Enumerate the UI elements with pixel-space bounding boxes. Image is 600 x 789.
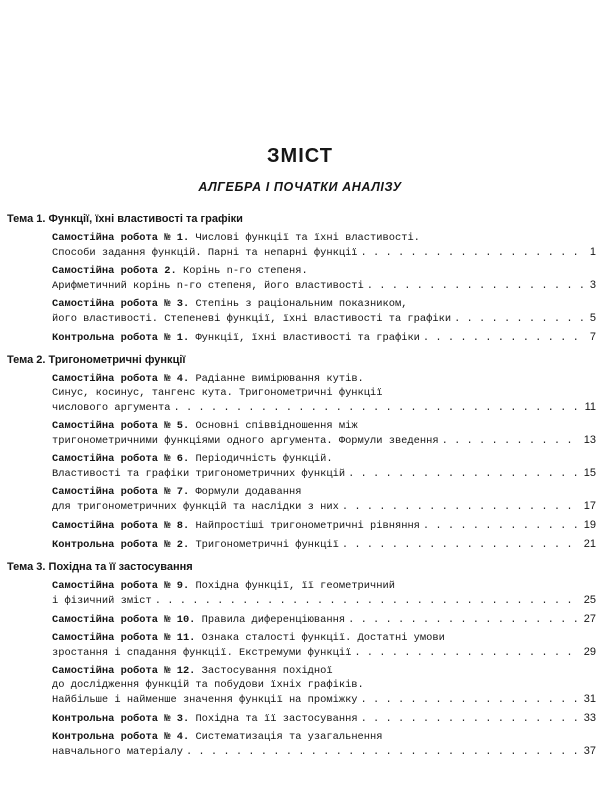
toc-topic <box>0 353 600 552</box>
toc-entry[interactable] <box>52 485 596 514</box>
toc-entry-line <box>52 518 596 533</box>
dot-leader <box>354 646 580 660</box>
entry-text: Систематизація та узагальнення <box>195 731 383 743</box>
page-number: 5 <box>589 312 596 324</box>
dot-leader <box>361 712 581 726</box>
dot-leader <box>442 434 581 448</box>
toc-entry[interactable] <box>52 612 596 627</box>
toc-entry-line <box>52 612 596 627</box>
toc-entry-line <box>52 372 596 386</box>
entry-label: Самостійна робота № 1. <box>52 232 190 244</box>
entry-label: Самостійна робота № 3. <box>52 298 190 310</box>
dot-leader <box>348 613 581 627</box>
entry-text: зростання і спадання функції. Екстремуми функції <box>52 647 352 659</box>
entry-text: Застосування похідної <box>201 665 333 677</box>
toc-entry-line <box>52 297 596 311</box>
toc-entry-line <box>52 466 596 481</box>
entry-text: навчального матеріалу <box>52 746 183 758</box>
toc-entry-line <box>52 664 596 678</box>
dot-leader <box>367 279 587 293</box>
toc-entry-line <box>52 645 596 660</box>
entry-text: для тригонометричних функцій та наслідки з них <box>52 501 339 513</box>
page-number: 25 <box>583 594 596 606</box>
toc-entry[interactable] <box>52 372 596 415</box>
page-number: 7 <box>589 331 596 343</box>
entry-text: Тригонометричні функції <box>195 539 339 551</box>
entry-text: і фізичний зміст <box>52 595 152 607</box>
entry-text: Степінь з раціональним показником, <box>195 298 408 310</box>
toc-entry-line <box>52 593 596 608</box>
entry-text: Найбільше і найменше значення функції на проміжку <box>52 694 358 706</box>
toc-entry-line <box>52 631 596 645</box>
page-number: 11 <box>584 401 596 413</box>
toc-entry[interactable] <box>52 711 596 726</box>
page-number: 29 <box>583 646 596 658</box>
entry-label: Самостійна робота № 8. <box>52 520 190 532</box>
toc-entry-line <box>52 330 596 345</box>
page-number: 27 <box>583 613 596 625</box>
toc-entry[interactable] <box>52 664 596 707</box>
toc-entry-line <box>52 419 596 433</box>
dot-leader <box>155 594 581 608</box>
entry-text: Арифметичний корінь n-го степеня, його властивості <box>52 280 364 292</box>
entry-text: числового аргумента <box>52 402 171 414</box>
entry-label: Самостійна робота 2. <box>52 265 177 277</box>
page-number: 33 <box>583 712 596 724</box>
entry-text: Ознака сталості функції. Достатні умови <box>201 632 445 644</box>
page-title: ЗМІСТ <box>267 145 333 167</box>
entry-text: Способи задання функцій. Парні та непарні функції <box>52 247 358 259</box>
page-number: 3 <box>589 279 596 291</box>
entry-text: Похідна функції, її геометричний <box>195 580 395 592</box>
entry-text: Періодичність функцій. <box>195 453 333 465</box>
toc-entry-line <box>52 311 596 326</box>
dot-leader <box>348 467 581 481</box>
entry-text: його властивості. Степеневі функції, їхні властивості та графіки <box>52 313 452 325</box>
topic-heading: Тема 1. Функції, їхні властивості та графіки <box>7 213 243 225</box>
entry-text: тригонометричними функціями одного аргумента. Формули зведення <box>52 435 439 447</box>
entry-text: Радіанне вимірювання кутів. <box>195 373 364 385</box>
toc-entry-line <box>52 245 596 260</box>
toc-entry[interactable] <box>52 518 596 533</box>
toc-entry-line <box>52 433 596 448</box>
toc-entry[interactable] <box>52 330 596 345</box>
page-number: 13 <box>583 434 596 446</box>
entry-text: Основні співвідношення між <box>195 420 358 432</box>
table-of-contents <box>0 212 600 767</box>
entry-label: Самостійна робота № 11. <box>52 632 196 644</box>
dot-leader <box>186 745 581 759</box>
page-number: 31 <box>583 693 596 705</box>
dot-leader <box>342 538 581 552</box>
toc-entry[interactable] <box>52 264 596 293</box>
toc-entry-line <box>52 537 596 552</box>
entry-text: Числові функції та їхні властивості. <box>195 232 420 244</box>
toc-entry-line <box>52 692 596 707</box>
toc-entry-line <box>52 744 596 759</box>
toc-entry-line <box>52 579 596 593</box>
page-subtitle: АЛГЕБРА І ПОЧАТКИ АНАЛІЗУ <box>198 180 402 194</box>
toc-entry[interactable] <box>52 297 596 326</box>
dot-leader <box>423 331 587 345</box>
toc-entry-line <box>52 400 596 415</box>
page-number: 37 <box>583 745 596 757</box>
toc-entry-line <box>52 499 596 514</box>
entry-label: Самостійна робота № 7. <box>52 486 190 498</box>
toc-entry[interactable] <box>52 419 596 448</box>
entry-text: Найпростіші тригонометричні рівняння <box>195 520 420 532</box>
toc-entry[interactable] <box>52 579 596 608</box>
toc-entry-line <box>52 231 596 245</box>
page-number: 19 <box>583 519 596 531</box>
toc-entry-line <box>52 730 596 744</box>
entry-text: Синус, косинус, тангенс кута. Тригонометричні функції <box>52 387 383 399</box>
toc-entry-line <box>52 278 596 293</box>
entry-text: Формули додавання <box>195 486 302 498</box>
entry-text: Властивості та графіки тригонометричних функцій <box>52 468 346 480</box>
entry-label: Контрольна робота № 2. <box>52 539 190 551</box>
entry-label: Контрольна робота № 3. <box>52 713 190 725</box>
toc-entry-line <box>52 452 596 466</box>
page-number: 15 <box>583 467 596 479</box>
topic-heading: Тема 3. Похідна та її застосування <box>7 561 193 573</box>
entry-label: Самостійна робота № 9. <box>52 580 190 592</box>
dot-leader <box>361 246 587 260</box>
entry-text: Похідна та її застосування <box>195 713 358 725</box>
entry-label: Самостійна робота № 5. <box>52 420 190 432</box>
entry-text: Функції, їхні властивості та графіки <box>195 332 420 344</box>
dot-leader <box>361 693 581 707</box>
page-number: 21 <box>583 538 596 550</box>
topic-heading: Тема 2. Тригонометричні функції <box>7 354 186 366</box>
toc-topic <box>0 560 600 759</box>
entry-label: Самостійна робота № 6. <box>52 453 190 465</box>
entry-label: Контрольна робота № 1. <box>52 332 190 344</box>
toc-topic <box>0 212 600 345</box>
toc-entry[interactable] <box>52 631 596 660</box>
dot-leader <box>342 500 581 514</box>
toc-entry-line <box>52 485 596 499</box>
dot-leader <box>173 401 581 415</box>
entry-text: Корінь n-го степеня. <box>182 265 308 277</box>
toc-entry[interactable] <box>52 537 596 552</box>
entry-label: Самостійна робота № 10. <box>52 614 196 626</box>
entry-label: Самостійна робота № 12. <box>52 665 196 677</box>
toc-entry[interactable] <box>52 452 596 481</box>
entry-text: Правила диференціювання <box>201 614 346 626</box>
page-number: 17 <box>583 500 596 512</box>
toc-entry-line <box>52 711 596 726</box>
toc-entry[interactable] <box>52 730 596 759</box>
entry-label: Контрольна робота № 4. <box>52 731 190 743</box>
entry-label: Самостійна робота № 4. <box>52 373 190 385</box>
dot-leader <box>423 519 581 533</box>
toc-entry-line <box>52 386 596 400</box>
toc-entry-line <box>52 264 596 278</box>
toc-entry[interactable] <box>52 231 596 260</box>
toc-entry-line <box>52 678 596 692</box>
entry-text: до дослідження функцій та побудови їхніх графіків. <box>52 679 364 691</box>
dot-leader <box>454 312 587 326</box>
page-number: 1 <box>589 246 596 258</box>
